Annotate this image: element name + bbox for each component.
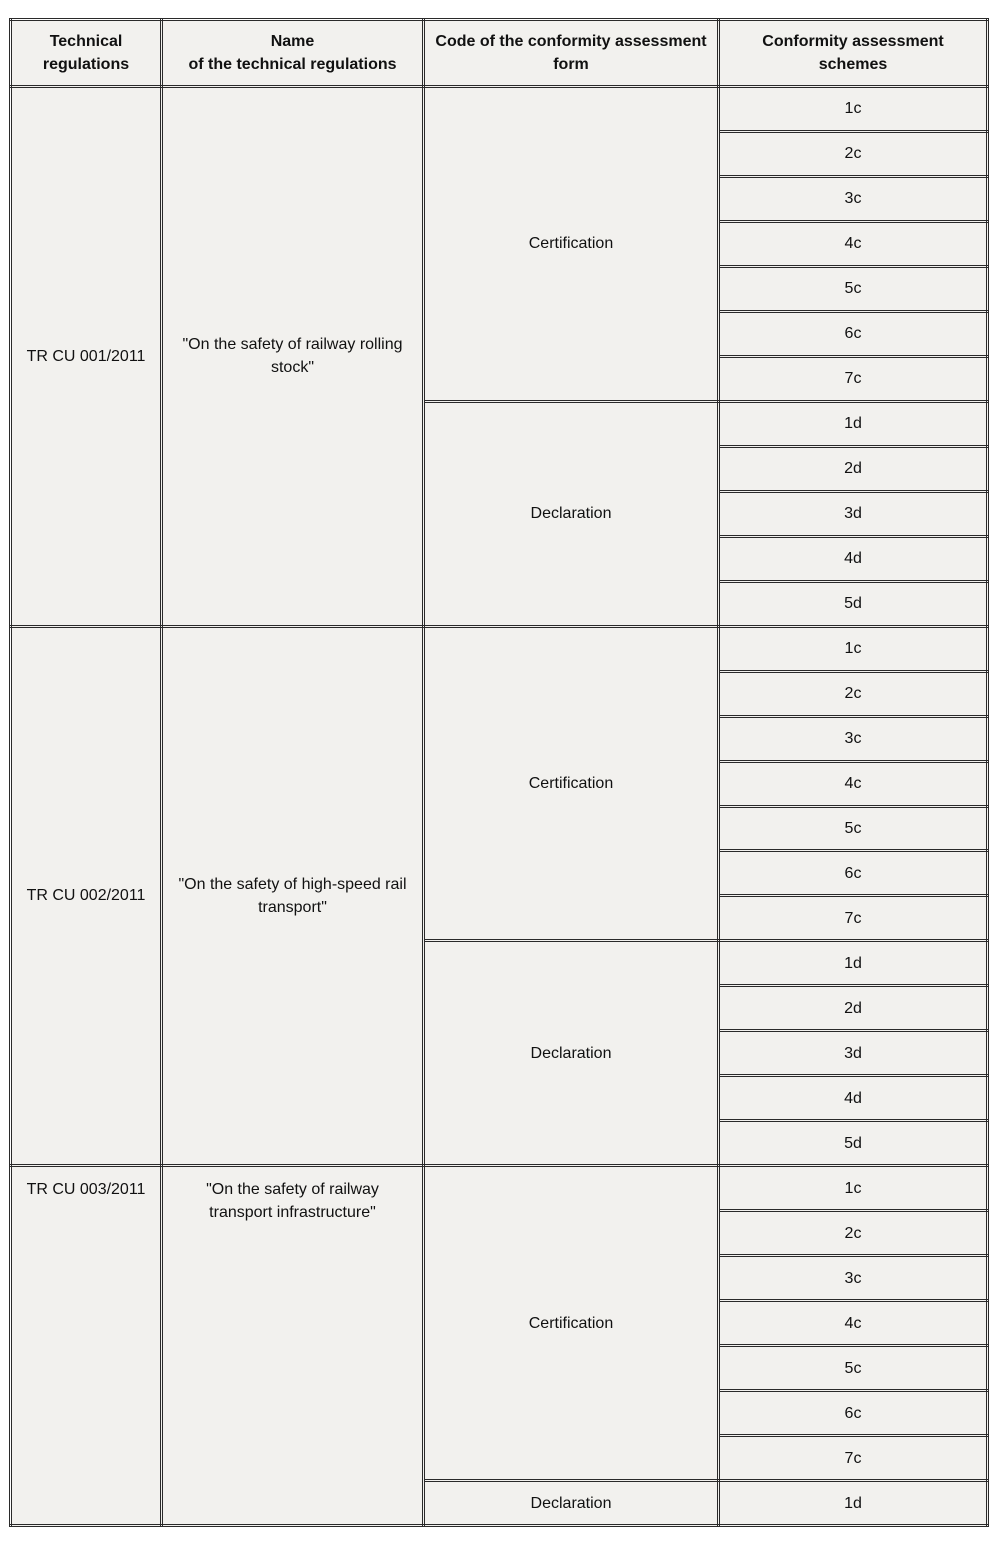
assessment-scheme: 1d	[719, 1481, 988, 1526]
regulation-code: TR CU 001/2011	[11, 87, 162, 627]
regulation-code: TR CU 002/2011	[11, 626, 162, 1166]
table-body	[11, 87, 988, 1526]
assessment-scheme: 5d	[719, 1121, 988, 1166]
assessment-form: Declaration	[424, 1481, 719, 1526]
assessment-form: Certification	[424, 1166, 719, 1481]
assessment-form: Declaration	[424, 401, 719, 626]
assessment-scheme: 5c	[719, 806, 988, 851]
assessment-scheme: 5c	[719, 266, 988, 311]
header-form: Code of the conformity assessment form	[424, 20, 719, 87]
table-row	[11, 626, 988, 671]
assessment-scheme: 4c	[719, 1301, 988, 1346]
regulation-name: "On the safety of railway rolling stock"	[162, 87, 424, 627]
assessment-scheme: 5c	[719, 1346, 988, 1391]
conformity-table	[9, 18, 989, 1527]
assessment-scheme: 4c	[719, 761, 988, 806]
assessment-form: Declaration	[424, 941, 719, 1166]
regulation-name: "On the safety of high-speed rail transport"	[162, 626, 424, 1166]
header-row	[11, 20, 988, 87]
header-schemes: Conformity assessment schemes	[719, 20, 988, 87]
assessment-scheme: 3c	[719, 716, 988, 761]
assessment-scheme: 3d	[719, 491, 988, 536]
assessment-form: Certification	[424, 626, 719, 941]
header-name: Name of the technical regulations	[162, 20, 424, 87]
assessment-scheme: 7c	[719, 1436, 988, 1481]
assessment-scheme: 1c	[719, 87, 988, 132]
assessment-scheme: 6c	[719, 1391, 988, 1436]
assessment-scheme: 4d	[719, 536, 988, 581]
regulation-name: "On the safety of railway transport infrastructure"	[162, 1166, 424, 1526]
table-row	[11, 1166, 988, 1211]
regulation-code: TR CU 003/2011	[11, 1166, 162, 1526]
header-regulation: Technical regulations	[11, 20, 162, 87]
assessment-scheme: 6c	[719, 851, 988, 896]
assessment-scheme: 1d	[719, 941, 988, 986]
assessment-scheme: 7c	[719, 896, 988, 941]
assessment-scheme: 2c	[719, 671, 988, 716]
assessment-form: Certification	[424, 87, 719, 402]
assessment-scheme: 3d	[719, 1031, 988, 1076]
assessment-scheme: 1c	[719, 626, 988, 671]
assessment-scheme: 4d	[719, 1076, 988, 1121]
assessment-scheme: 1d	[719, 401, 988, 446]
assessment-scheme: 5d	[719, 581, 988, 626]
assessment-scheme: 6c	[719, 311, 988, 356]
assessment-scheme: 2d	[719, 986, 988, 1031]
assessment-scheme: 2c	[719, 1211, 988, 1256]
assessment-scheme: 7c	[719, 356, 988, 401]
assessment-scheme: 2d	[719, 446, 988, 491]
assessment-scheme: 3c	[719, 176, 988, 221]
assessment-scheme: 3c	[719, 1256, 988, 1301]
assessment-scheme: 4c	[719, 221, 988, 266]
assessment-scheme: 2c	[719, 131, 988, 176]
assessment-scheme: 1c	[719, 1166, 988, 1211]
table-row	[11, 87, 988, 132]
